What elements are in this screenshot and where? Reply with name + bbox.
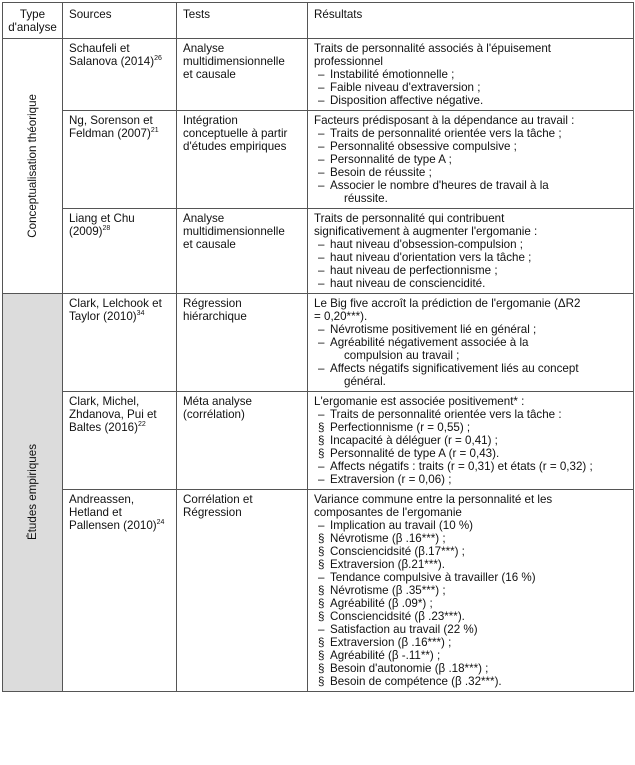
results-item bbox=[314, 473, 628, 486]
header-sources: Sources bbox=[63, 3, 177, 39]
results-item-text: Instabilité émotionnelle ; bbox=[330, 68, 455, 81]
dash-mark: – bbox=[318, 81, 325, 94]
tests-cell bbox=[177, 111, 308, 209]
source-text: Salanova (2014) bbox=[69, 55, 155, 68]
results-intro: significativement à augmenter l'ergomanie : bbox=[314, 225, 538, 238]
results-item bbox=[314, 323, 628, 336]
section-mark: § bbox=[318, 532, 325, 545]
reference-number: 24 bbox=[156, 519, 165, 527]
group-label-empirical bbox=[3, 294, 63, 692]
tests-line: conceptuelle à partir bbox=[183, 127, 288, 140]
results-item-text: Traits de personnalité orientée vers la tâche : bbox=[330, 408, 562, 421]
results-intro: composantes de l'ergomanie bbox=[314, 506, 462, 519]
group-label-text: Études empiriques bbox=[26, 444, 39, 541]
source-line bbox=[69, 42, 171, 55]
dash-mark: – bbox=[318, 408, 325, 421]
dash-mark: – bbox=[318, 323, 325, 336]
table-row bbox=[3, 490, 634, 692]
source-line bbox=[69, 114, 171, 127]
reference-number: 28 bbox=[102, 225, 111, 233]
group-label-theory bbox=[3, 39, 63, 294]
tests-line: Régression bbox=[183, 297, 242, 310]
results-item-text: Névrotisme (β .16***) ; bbox=[330, 532, 446, 545]
dash-mark: – bbox=[318, 362, 325, 375]
section-mark: § bbox=[318, 675, 325, 688]
source-text: Baltes (2016) bbox=[69, 421, 138, 434]
source-line bbox=[69, 310, 171, 323]
dash-mark: – bbox=[318, 519, 325, 532]
dash-mark: – bbox=[318, 473, 325, 486]
table-row bbox=[3, 209, 634, 294]
dash-mark: – bbox=[318, 623, 325, 636]
results-subitem bbox=[314, 421, 628, 434]
dash-mark: – bbox=[318, 277, 325, 290]
source-cell bbox=[63, 209, 177, 294]
section-mark: § bbox=[318, 636, 325, 649]
source-line bbox=[69, 506, 171, 519]
results-item bbox=[314, 251, 628, 264]
source-text: Clark, Michel, bbox=[69, 395, 140, 408]
results-item bbox=[314, 238, 628, 251]
results-item bbox=[314, 623, 628, 636]
results-cell bbox=[308, 111, 634, 209]
results-item-text: Personnalité obsessive compulsive ; bbox=[330, 140, 517, 153]
tests-line: Méta analyse bbox=[183, 395, 252, 408]
source-text: (2009) bbox=[69, 225, 103, 238]
results-item-text: Traits de personnalité orientée vers la tâche ; bbox=[330, 127, 562, 140]
results-subitem bbox=[314, 597, 628, 610]
results-intro: = 0,20***). bbox=[314, 310, 368, 323]
dash-mark: – bbox=[318, 336, 325, 349]
results-intro: Le Big five accroît la prédiction de l'ergomanie (ΔR2 bbox=[314, 297, 581, 310]
results-item-text: haut niveau de consciencidité. bbox=[330, 277, 486, 290]
results-item-continuation: réussite. bbox=[344, 192, 388, 205]
header-type-line: d'analyse bbox=[8, 21, 57, 34]
results-item bbox=[314, 166, 628, 179]
section-mark: § bbox=[318, 662, 325, 675]
results-item bbox=[314, 362, 628, 375]
tests-line: Analyse bbox=[183, 42, 225, 55]
source-text: Ng, Sorenson et bbox=[69, 114, 153, 127]
source-cell bbox=[63, 392, 177, 490]
results-item-text: Besoin de réussite ; bbox=[330, 166, 432, 179]
header-tests: Tests bbox=[177, 3, 308, 39]
section-mark: § bbox=[318, 610, 325, 623]
section-mark: § bbox=[318, 584, 325, 597]
section-mark: § bbox=[318, 447, 325, 460]
results-item-text: Personnalité de type A ; bbox=[330, 153, 452, 166]
table-row bbox=[3, 294, 634, 392]
source-line bbox=[69, 519, 171, 532]
results-intro: Traits de personnalité qui contribuent bbox=[314, 212, 505, 225]
source-text: Andreassen, bbox=[69, 493, 135, 506]
tests-line: et causale bbox=[183, 238, 236, 251]
results-item-text: Perfectionnisme (r = 0,55) ; bbox=[330, 421, 471, 434]
results-item-continuation: général. bbox=[344, 375, 386, 388]
dash-mark: – bbox=[318, 460, 325, 473]
source-text: Taylor (2010) bbox=[69, 310, 137, 323]
results-item bbox=[314, 571, 628, 584]
tests-line: Intégration bbox=[183, 114, 238, 127]
source-text: Schaufeli et bbox=[69, 42, 130, 55]
results-item bbox=[314, 68, 628, 81]
dash-mark: – bbox=[318, 94, 325, 107]
results-item-text: Consciencidsité (β.17***) ; bbox=[330, 545, 465, 558]
results-item-text: Incapacité à déléguer (r = 0,41) ; bbox=[330, 434, 498, 447]
header-row bbox=[3, 3, 634, 39]
section-mark: § bbox=[318, 421, 325, 434]
dash-mark: – bbox=[318, 571, 325, 584]
table-row bbox=[3, 111, 634, 209]
dash-mark: – bbox=[318, 166, 325, 179]
table-row bbox=[3, 392, 634, 490]
dash-mark: – bbox=[318, 264, 325, 277]
tests-line: (corrélation) bbox=[183, 408, 245, 421]
dash-mark: – bbox=[318, 251, 325, 264]
dash-mark: – bbox=[318, 179, 325, 192]
tests-line: Corrélation et bbox=[183, 493, 253, 506]
results-subitem bbox=[314, 532, 628, 545]
results-item bbox=[314, 94, 628, 107]
source-text: Liang et Chu bbox=[69, 212, 135, 225]
results-item-text: Implication au travail (10 %) bbox=[330, 519, 474, 532]
source-cell bbox=[63, 111, 177, 209]
results-item bbox=[314, 81, 628, 94]
results-item bbox=[314, 140, 628, 153]
header-results: Résultats bbox=[308, 3, 634, 39]
source-line bbox=[69, 212, 171, 225]
source-text: Feldman (2007) bbox=[69, 127, 151, 140]
dash-mark: – bbox=[318, 238, 325, 251]
source-cell bbox=[63, 294, 177, 392]
source-text: Clark, Lelchook et bbox=[69, 297, 162, 310]
results-item bbox=[314, 264, 628, 277]
results-subitem bbox=[314, 447, 628, 460]
results-cell bbox=[308, 392, 634, 490]
results-intro: Traits de personnalité associés à l'épuisement bbox=[314, 42, 552, 55]
results-item-text: Extraversion (β.21***). bbox=[330, 558, 445, 571]
results-subitem bbox=[314, 584, 628, 597]
results-item-text: Associer le nombre d'heures de travail à la bbox=[330, 179, 549, 192]
results-item-text: Affects négatifs : traits (r = 0,31) et états (r = 0,32) ; bbox=[330, 460, 593, 473]
section-mark: § bbox=[318, 545, 325, 558]
results-item-text: Tendance compulsive à travailler (16 %) bbox=[330, 571, 536, 584]
results-item-text: Affects négatifs significativement liés au concept bbox=[330, 362, 579, 375]
tests-line: hiérarchique bbox=[183, 310, 247, 323]
results-item-text: Besoin d'autonomie (β .18***) ; bbox=[330, 662, 489, 675]
results-item-text: Névrotisme (β .35***) ; bbox=[330, 584, 446, 597]
results-cell bbox=[308, 490, 634, 692]
results-item bbox=[314, 519, 628, 532]
results-item bbox=[314, 179, 628, 192]
results-cell bbox=[308, 294, 634, 392]
results-item-text: Besoin de compétence (β .32***). bbox=[330, 675, 502, 688]
tests-cell bbox=[177, 294, 308, 392]
source-line bbox=[69, 225, 171, 238]
results-subitem bbox=[314, 636, 628, 649]
results-item bbox=[314, 460, 628, 473]
section-mark: § bbox=[318, 649, 325, 662]
results-item-text: Personnalité de type A (r = 0,43). bbox=[330, 447, 500, 460]
source-line bbox=[69, 493, 171, 506]
dash-mark: – bbox=[318, 140, 325, 153]
results-intro: professionnel bbox=[314, 55, 383, 68]
source-line bbox=[69, 408, 171, 421]
tests-line: multidimensionnelle bbox=[183, 55, 285, 68]
source-text: Zhdanova, Pui et bbox=[69, 408, 157, 421]
source-cell bbox=[63, 490, 177, 692]
results-item-text: Extraversion (β .16***) ; bbox=[330, 636, 452, 649]
tests-cell bbox=[177, 392, 308, 490]
dash-mark: – bbox=[318, 153, 325, 166]
results-intro: Facteurs prédisposant à la dépendance au travail : bbox=[314, 114, 575, 127]
results-item bbox=[314, 336, 628, 349]
header-type bbox=[3, 3, 63, 39]
tests-line: d'études empiriques bbox=[183, 140, 287, 153]
results-intro: Variance commune entre la personnalité et les bbox=[314, 493, 553, 506]
group-label-text: Conceptualisation théorique bbox=[26, 94, 39, 238]
tests-cell bbox=[177, 209, 308, 294]
results-subitem bbox=[314, 649, 628, 662]
results-item-text: Faible niveau d'extraversion ; bbox=[330, 81, 481, 94]
results-subitem bbox=[314, 610, 628, 623]
source-line bbox=[69, 55, 171, 68]
results-subitem bbox=[314, 675, 628, 688]
header-type-line: Type bbox=[19, 8, 46, 21]
results-item bbox=[314, 127, 628, 140]
tests-cell bbox=[177, 490, 308, 692]
section-mark: § bbox=[318, 597, 325, 610]
results-item-text: Névrotisme positivement lié en général ; bbox=[330, 323, 537, 336]
results-item bbox=[314, 153, 628, 166]
results-cell bbox=[308, 209, 634, 294]
reference-number: 21 bbox=[150, 127, 159, 135]
results-cell bbox=[308, 39, 634, 111]
results-intro: L'ergomanie est associée positivement* : bbox=[314, 395, 525, 408]
reference-number: 26 bbox=[154, 55, 162, 63]
results-item-text: Consciencidsité (β .23***). bbox=[330, 610, 465, 623]
reference-number: 22 bbox=[137, 421, 146, 429]
results-item-text: Satisfaction au travail (22 %) bbox=[330, 623, 478, 636]
results-item-continuation: compulsion au travail ; bbox=[344, 349, 460, 362]
results-subitem bbox=[314, 662, 628, 675]
results-subitem bbox=[314, 558, 628, 571]
tests-line: et causale bbox=[183, 68, 236, 81]
results-subitem bbox=[314, 545, 628, 558]
results-item-text: Disposition affective négative. bbox=[330, 94, 484, 107]
dash-mark: – bbox=[318, 127, 325, 140]
table-row bbox=[3, 39, 634, 111]
results-item-text: Agréabilité (β -.11**) ; bbox=[330, 649, 441, 662]
results-item bbox=[314, 277, 628, 290]
results-item-text: haut niveau d'obsession-compulsion ; bbox=[330, 238, 523, 251]
results-item bbox=[314, 408, 628, 421]
source-text: Pallensen (2010) bbox=[69, 519, 157, 532]
tests-cell bbox=[177, 39, 308, 111]
tests-line: Régression bbox=[183, 506, 242, 519]
source-text: Hetland et bbox=[69, 506, 122, 519]
results-item-text: Agréabilité négativement associée à la bbox=[330, 336, 529, 349]
source-line bbox=[69, 127, 171, 140]
results-item-text: Extraversion (r = 0,06) ; bbox=[330, 473, 452, 486]
table-body bbox=[3, 39, 634, 692]
results-item-text: Agréabilité (β .09*) ; bbox=[330, 597, 433, 610]
tests-line: Analyse bbox=[183, 212, 225, 225]
results-item-text: haut niveau de perfectionnisme ; bbox=[330, 264, 498, 277]
results-subitem bbox=[314, 434, 628, 447]
results-item-text: haut niveau d'orientation vers la tâche ; bbox=[330, 251, 532, 264]
tests-line: multidimensionnelle bbox=[183, 225, 285, 238]
reference-number: 34 bbox=[136, 310, 145, 318]
source-line bbox=[69, 421, 171, 434]
source-cell bbox=[63, 39, 177, 111]
results-table bbox=[2, 2, 634, 692]
dash-mark: – bbox=[318, 68, 325, 81]
source-line bbox=[69, 297, 171, 310]
section-mark: § bbox=[318, 434, 325, 447]
source-line bbox=[69, 395, 171, 408]
section-mark: § bbox=[318, 558, 325, 571]
